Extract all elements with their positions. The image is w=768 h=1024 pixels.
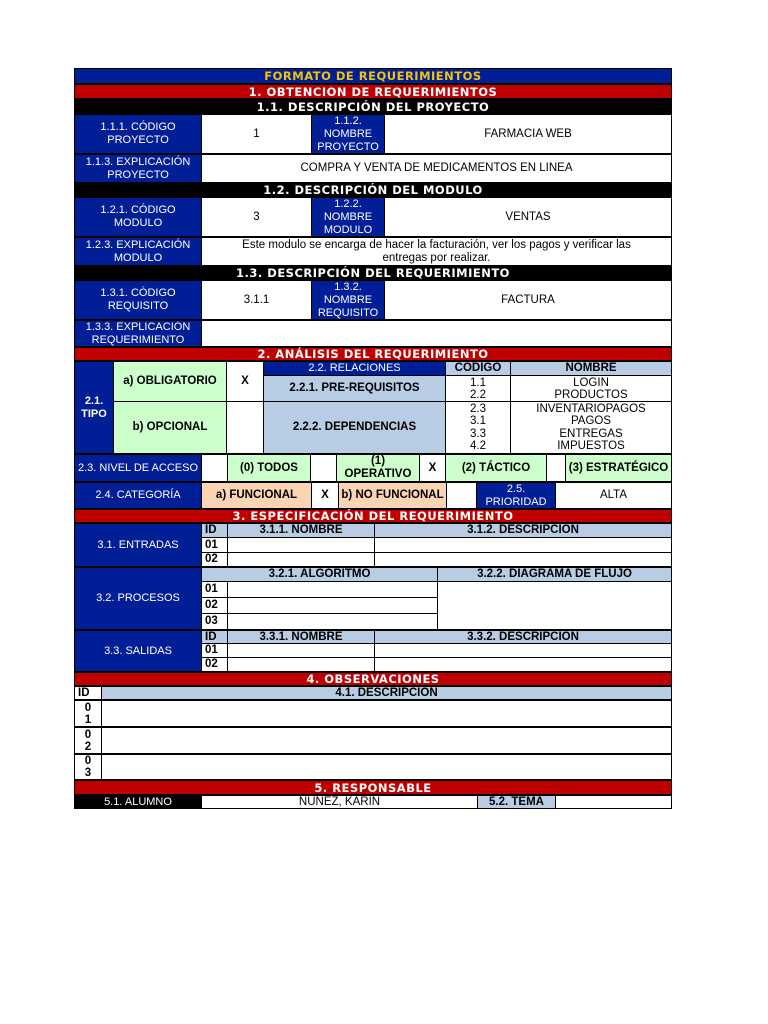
category-label: 2.4. CATEGORÍA <box>74 482 202 509</box>
name-header: NOMBRE <box>510 361 672 376</box>
project-code-row <box>74 114 672 154</box>
outputs-id-header: ID <box>201 630 228 644</box>
requirement-code-value[interactable]: 3.1.1 <box>201 280 312 320</box>
mandatory-option[interactable]: a) OBLIGATORIO <box>113 361 227 402</box>
dependency-names[interactable]: INVENTARIOPAGOS PAGOS ENTREGAS IMPUESTOS <box>510 401 672 454</box>
algorithm-step[interactable] <box>227 613 438 630</box>
access-all-option[interactable]: (0) TODOS <box>227 454 311 482</box>
inputs-row-id: 01 <box>201 537 228 553</box>
observation-row <box>74 754 672 780</box>
functional-option[interactable]: a) FUNCIONAL <box>201 482 312 509</box>
outputs-row-id: 01 <box>201 643 228 658</box>
outputs-row-name[interactable] <box>227 657 375 672</box>
access-level-row <box>74 454 672 482</box>
module-explanation-value[interactable]: Este modulo se encarga de hacer la facturación, ver los pagos y verificar las entregas por realizar. <box>201 237 672 266</box>
form-title: FORMATO DE REQUERIMIENTOS <box>74 68 672 84</box>
prerequisite-names[interactable]: LOGIN PRODUCTOS <box>510 375 672 402</box>
algorithm-step[interactable] <box>227 597 438 614</box>
module-name-value[interactable]: VENTAS <box>384 197 672 237</box>
access-tactical-option[interactable]: (2) TÁCTICO <box>445 454 547 482</box>
mandatory-mark[interactable]: X <box>226 361 264 402</box>
dependencies-label: 2.2.2. DEPENDENCIAS <box>263 401 446 454</box>
observations-description-header: 4.1. DESCRIPCION <box>101 686 672 700</box>
topic-value[interactable] <box>555 795 672 809</box>
inputs-row-id: 02 <box>201 552 228 567</box>
outputs-row-name[interactable] <box>227 643 375 658</box>
outputs-name-header: 3.3.1. NOMBRE <box>227 630 375 644</box>
outputs-row-description[interactable] <box>374 657 672 672</box>
type-relations-block <box>74 361 672 454</box>
prerequisite-codes[interactable]: 1.1 2.2 <box>445 375 511 402</box>
project-explanation-label: 1.1.3. EXPLICACIÓN PROYECTO <box>74 154 202 183</box>
inputs-row-description[interactable] <box>374 552 672 567</box>
requirement-name-value[interactable]: FACTURA <box>384 280 672 320</box>
access-strategic-option[interactable]: (3) ESTRATÉGICO <box>565 454 672 482</box>
priority-label: 2.5. PRIORIDAD <box>476 482 556 509</box>
functional-mark[interactable]: X <box>311 482 339 509</box>
project-code-label: 1.1.1. CÓDIGO PROYECTO <box>74 114 202 154</box>
observation-id: 0 1 <box>74 700 102 727</box>
requirement-code-label: 1.3.1. CÓDIGO REQUISITO <box>74 280 202 320</box>
section-5-heading: 5. RESPONSABLE <box>74 780 672 795</box>
access-level-label: 2.3. NIVEL DE ACCESO <box>74 454 202 482</box>
student-value[interactable]: NUÑEZ, KARIN <box>201 795 478 809</box>
project-name-value[interactable]: FARMACIA WEB <box>384 114 672 154</box>
relations-header: 2.2. RELACIONES <box>263 361 446 376</box>
requirement-code-row <box>74 280 672 320</box>
algorithm-step[interactable] <box>227 581 438 598</box>
type-label: 2.1. TIPO <box>74 361 114 454</box>
observations-header-row <box>74 686 672 700</box>
inputs-id-header: ID <box>201 523 228 538</box>
non-functional-option[interactable]: b) NO FUNCIONAL <box>338 482 447 509</box>
observation-row <box>74 700 672 727</box>
access-all-mark[interactable] <box>310 454 337 482</box>
processes-block <box>74 567 672 630</box>
project-explanation-row <box>74 154 672 183</box>
project-code-value[interactable]: 1 <box>201 114 312 154</box>
module-explanation-row <box>74 237 672 266</box>
dependency-codes[interactable]: 2.3 3.1 3.3 4.2 <box>445 401 511 454</box>
section-4-heading: 4. OBSERVACIONES <box>74 672 672 686</box>
flowchart-header: 3.2.2. DIAGRAMA DE FLUJO <box>437 567 672 582</box>
section-1-3-heading: 1.3. DESCRIPCIÓN DEL REQUERIMIENTO <box>74 266 672 280</box>
section-1-1-heading: 1.1. DESCRIPCIÓN DEL PROYECTO <box>74 99 672 114</box>
optional-mark[interactable] <box>226 401 264 454</box>
inputs-name-header: 3.1.1. NOMBRE <box>227 523 375 538</box>
section-1-2-heading: 1.2. DESCRIPCIÓN DEL MODULO <box>74 183 672 197</box>
outputs-row-description[interactable] <box>374 643 672 658</box>
inputs-description-header: 3.1.2. DESCRIPCIÓN <box>374 523 672 538</box>
observation-description[interactable] <box>101 727 672 754</box>
inputs-label: 3.1. ENTRADAS <box>74 523 202 567</box>
inputs-row-name[interactable] <box>227 552 375 567</box>
requirements-form <box>74 68 672 809</box>
processes-row-id: 01 <box>201 581 228 598</box>
requirement-explanation-label: 1.3.3. EXPLICACIÓN REQUERIMIENTO <box>74 320 202 347</box>
observation-description[interactable] <box>101 754 672 780</box>
inputs-block <box>74 523 672 567</box>
access-operative-mark[interactable]: X <box>419 454 446 482</box>
prerequisites-label: 2.2.1. PRE-REQUISITOS <box>263 375 446 402</box>
outputs-description-header: 3.3.2. DESCRIPCIÓN <box>374 630 672 644</box>
observation-id: 0 2 <box>74 727 102 754</box>
student-label: 5.1. ALUMNO <box>74 795 202 809</box>
code-header: CÓDIGO <box>445 361 511 376</box>
outputs-label: 3.3. SALIDAS <box>74 630 202 672</box>
processes-label: 3.2. PROCESOS <box>74 567 202 630</box>
requirement-explanation-value[interactable] <box>201 320 672 347</box>
access-tactical-mark[interactable] <box>546 454 566 482</box>
requirement-name-label: 1.3.2. NOMBRE REQUISITO <box>311 280 385 320</box>
algorithm-header: 3.2.1. ALGORITMO <box>201 567 438 582</box>
observations-id-header: ID <box>74 686 102 700</box>
module-code-label: 1.2.1. CÓDIGO MODULO <box>74 197 202 237</box>
project-name-label: 1.1.2. NOMBRE PROYECTO <box>311 114 385 154</box>
processes-row-id: 03 <box>201 613 228 630</box>
priority-value[interactable]: ALTA <box>555 482 672 509</box>
module-explanation-label: 1.2.3. EXPLICACIÓN MODULO <box>74 237 202 266</box>
optional-option[interactable]: b) OPCIONAL <box>113 401 227 454</box>
access-level-blank[interactable] <box>201 454 228 482</box>
module-name-label: 1.2.2. NOMBRE MODULO <box>311 197 385 237</box>
section-2-heading: 2. ANÁLISIS DEL REQUERIMIENTO <box>74 347 672 361</box>
outputs-block <box>74 630 672 672</box>
topic-label: 5.2. TEMA <box>477 795 556 809</box>
access-operative-option[interactable]: (1) OPERATIVO <box>336 454 420 482</box>
outputs-row-id: 02 <box>201 657 228 672</box>
observation-description[interactable] <box>101 700 672 727</box>
module-code-value[interactable]: 3 <box>201 197 312 237</box>
observation-id: 0 3 <box>74 754 102 780</box>
category-priority-row <box>74 482 672 509</box>
non-functional-mark[interactable] <box>446 482 477 509</box>
project-explanation-value[interactable]: COMPRA Y VENTA DE MEDICAMENTOS EN LINEA <box>201 154 672 183</box>
processes-row-id: 02 <box>201 597 228 614</box>
module-code-row <box>74 197 672 237</box>
requirement-explanation-row <box>74 320 672 347</box>
responsible-row <box>74 795 672 809</box>
inputs-row-name[interactable] <box>227 537 375 553</box>
flowchart-area[interactable] <box>437 581 672 630</box>
section-1-heading: 1. OBTENCION DE REQUERIMIENTOS <box>74 84 672 99</box>
section-3-heading: 3. ESPECIFICACIÓN DEL REQUERIMIENTO <box>74 509 672 523</box>
inputs-row-description[interactable] <box>374 537 672 553</box>
observation-row <box>74 727 672 754</box>
